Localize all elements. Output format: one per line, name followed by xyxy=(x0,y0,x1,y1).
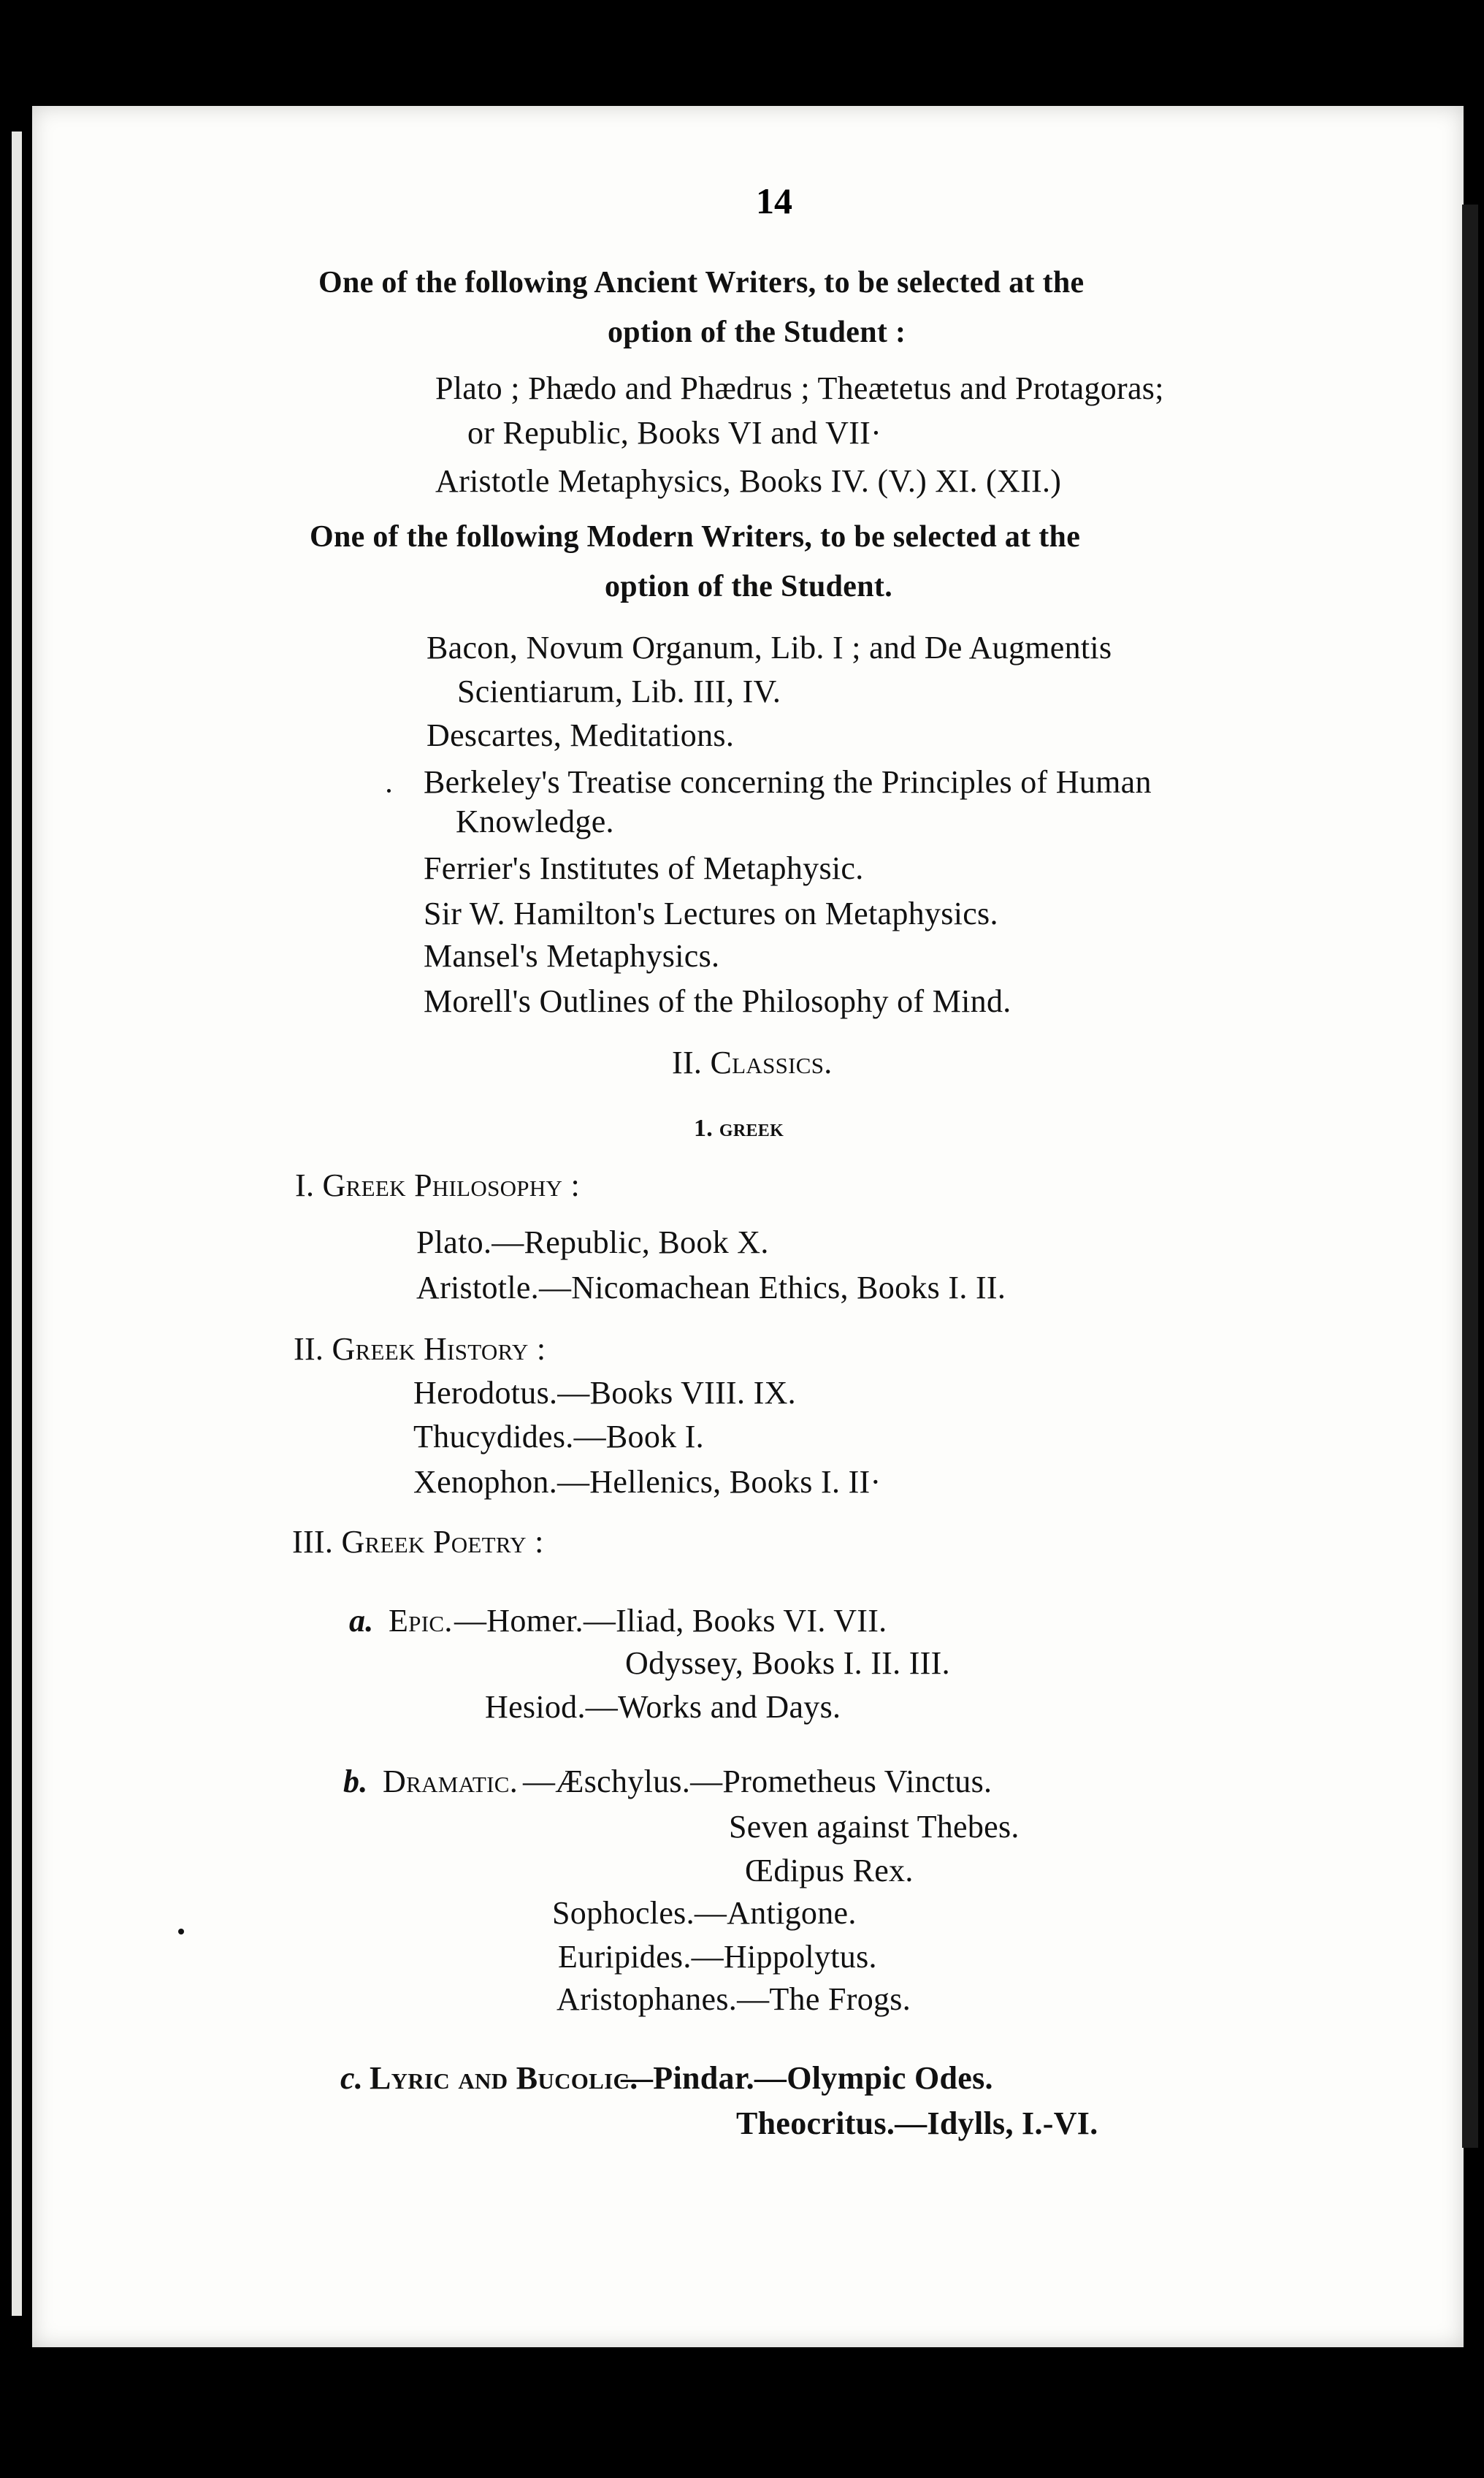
lyric-letter: c. xyxy=(340,2060,364,2096)
modern-heading-line1: One of the following Modern Writers, to be selected at the xyxy=(310,520,1081,554)
dramatic-aristophanes: Aristophanes.—The Frogs. xyxy=(556,1981,911,2017)
modern-item-berkeley: Berkeley's Treatise concerning the Principles of Human xyxy=(424,764,1152,800)
modern-item-morell: Morell's Outlines of the Philosophy of Mind. xyxy=(424,983,1011,1019)
greek-philosophy-aristotle: Aristotle.—Nicomachean Ethics, Books I. II. xyxy=(416,1270,1006,1305)
scan-speck xyxy=(387,789,391,793)
modern-item-mansel: Mansel's Metaphysics. xyxy=(424,938,720,974)
dramatic-aeschylus: —Æschylus.—Prometheus Vinctus. xyxy=(523,1764,992,1799)
ancient-heading-line1: One of the following Ancient Writers, to be selected at the xyxy=(318,266,1085,300)
lyric-pindar: —Pindar.—Olympic Odes. xyxy=(621,2060,993,2096)
modern-item-bacon-cont: Scientiarum, Lib. III, IV. xyxy=(457,674,781,709)
modern-heading-line2: option of the Student. xyxy=(605,570,892,603)
epic-homer-odyssey: Odyssey, Books I. II. III. xyxy=(625,1645,950,1681)
greek-history-herodotus: Herodotus.—Books VIII. IX. xyxy=(413,1375,796,1411)
lyric-theocritus: Theocritus.—Idylls, I.-VI. xyxy=(736,2105,1098,2141)
page-number: 14 xyxy=(756,180,792,221)
modern-item-ferrier: Ferrier's Institutes of Metaphysic. xyxy=(424,850,864,886)
modern-item-bacon: Bacon, Novum Organum, Lib. I ; and De Augmentis xyxy=(427,630,1112,666)
greek-philosophy-plato: Plato.—Republic, Book X. xyxy=(416,1224,769,1260)
dramatic-sophocles: Sophocles.—Antigone. xyxy=(552,1895,857,1931)
greek-history-xenophon: Xenophon.—Hellenics, Books I. II· xyxy=(413,1464,881,1500)
dramatic-euripides: Euripides.—Hippolytus. xyxy=(558,1939,877,1975)
classics-subtitle: 1. greek xyxy=(694,1115,784,1142)
page-edge-right xyxy=(1462,205,1478,2148)
dramatic-seven-against-thebes: Seven against Thebes. xyxy=(729,1809,1020,1845)
modern-item-descartes: Descartes, Meditations. xyxy=(427,717,735,753)
dramatic-label: Dramatic. xyxy=(383,1764,518,1799)
page-edge-left xyxy=(12,131,22,2316)
modern-item-hamilton: Sir W. Hamilton's Lectures on Metaphysics. xyxy=(424,896,998,931)
dramatic-letter: b. xyxy=(343,1764,368,1799)
ancient-item-aristotle: Aristotle Metaphysics, Books IV. (V.) XI. (XII.) xyxy=(435,463,1062,499)
ancient-item-plato-cont: or Republic, Books VI and VII· xyxy=(467,415,882,451)
modern-item-berkeley-cont: Knowledge. xyxy=(456,804,614,839)
epic-letter: a. xyxy=(349,1603,374,1639)
greek-history-label: II. Greek History : xyxy=(294,1331,546,1367)
dramatic-oedipus-rex: Œdipus Rex. xyxy=(745,1853,914,1888)
greek-history-thucydides: Thucydides.—Book I. xyxy=(413,1419,704,1455)
lyric-label: Lyric and Bucolic. xyxy=(370,2060,638,2096)
epic-hesiod: Hesiod.—Works and Days. xyxy=(485,1689,841,1725)
ancient-item-plato: Plato ; Phædo and Phædrus ; Theætetus and Protagoras; xyxy=(435,370,1164,406)
epic-homer-iliad: —Homer.—Iliad, Books VI. VII. xyxy=(454,1603,887,1639)
classics-title: II. Classics. xyxy=(672,1045,833,1080)
ancient-heading-line2: option of the Student : xyxy=(608,316,906,349)
greek-philosophy-label: I. Greek Philosophy : xyxy=(295,1167,581,1203)
scan-speck xyxy=(178,1929,184,1934)
epic-label: Epic. xyxy=(389,1603,453,1639)
greek-poetry-label: III. Greek Poetry : xyxy=(292,1524,544,1560)
